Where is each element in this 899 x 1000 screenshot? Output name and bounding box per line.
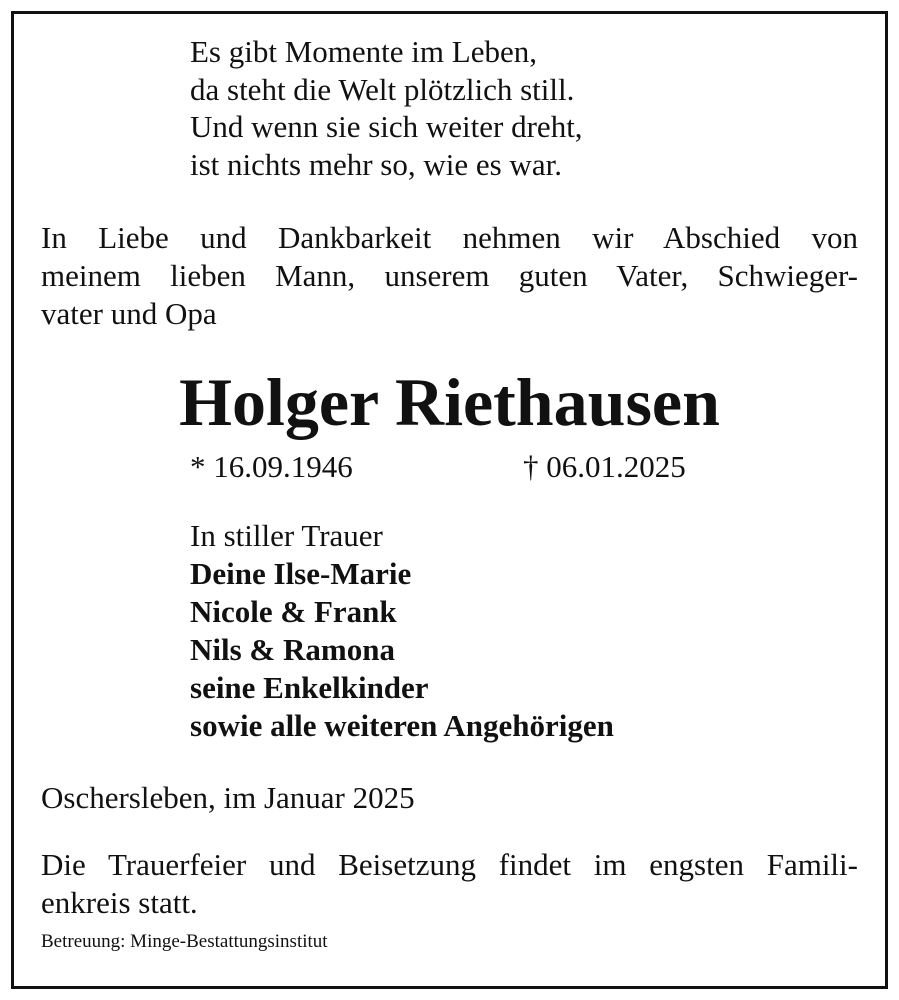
poem — [190, 33, 583, 183]
funeral-home-credit: Betreuung: Minge-Bestattungsinstitut — [41, 931, 328, 952]
place-date: Oschersleben, im Januar 2025 — [41, 780, 415, 815]
intro-text — [41, 219, 858, 333]
mourner-name: Deine Ilse-Marie — [190, 556, 412, 591]
mourner-name: seine Enkelkinder — [190, 670, 429, 705]
death-date: † 06.01.2025 — [523, 449, 686, 484]
poem-line: da steht die Welt plötzlich still. — [190, 71, 575, 107]
intro-line: meinem lieben Mann, unserem guten Vater, Schwieger- — [41, 258, 858, 293]
funeral-line: Die Trauerfeier und Beisetzung findet im engsten Famili- — [41, 847, 858, 882]
intro-line: In Liebe und Dankbarkeit nehmen wir Abschied von — [41, 220, 858, 255]
mourner-name: sowie alle weiteren Angehörigen — [190, 708, 614, 743]
funeral-note — [41, 846, 858, 922]
poem-line: Es gibt Momente im Leben, — [190, 34, 537, 69]
deceased-name: Holger Riethausen — [179, 364, 720, 440]
funeral-line: enkreis statt. — [41, 885, 198, 920]
intro-line: vater und Opa — [41, 296, 217, 331]
poem-line: ist nichts mehr so, wie es war. — [190, 146, 562, 182]
mourner-name: Nicole & Frank — [190, 594, 397, 629]
mourners-heading: In stiller Trauer — [190, 518, 383, 553]
poem-line: Und wenn sie sich weiter dreht, — [190, 109, 583, 144]
birth-date: * 16.09.1946 — [190, 449, 353, 484]
mourners-block — [190, 517, 614, 745]
mourner-name: Nils & Ramona — [190, 632, 395, 667]
